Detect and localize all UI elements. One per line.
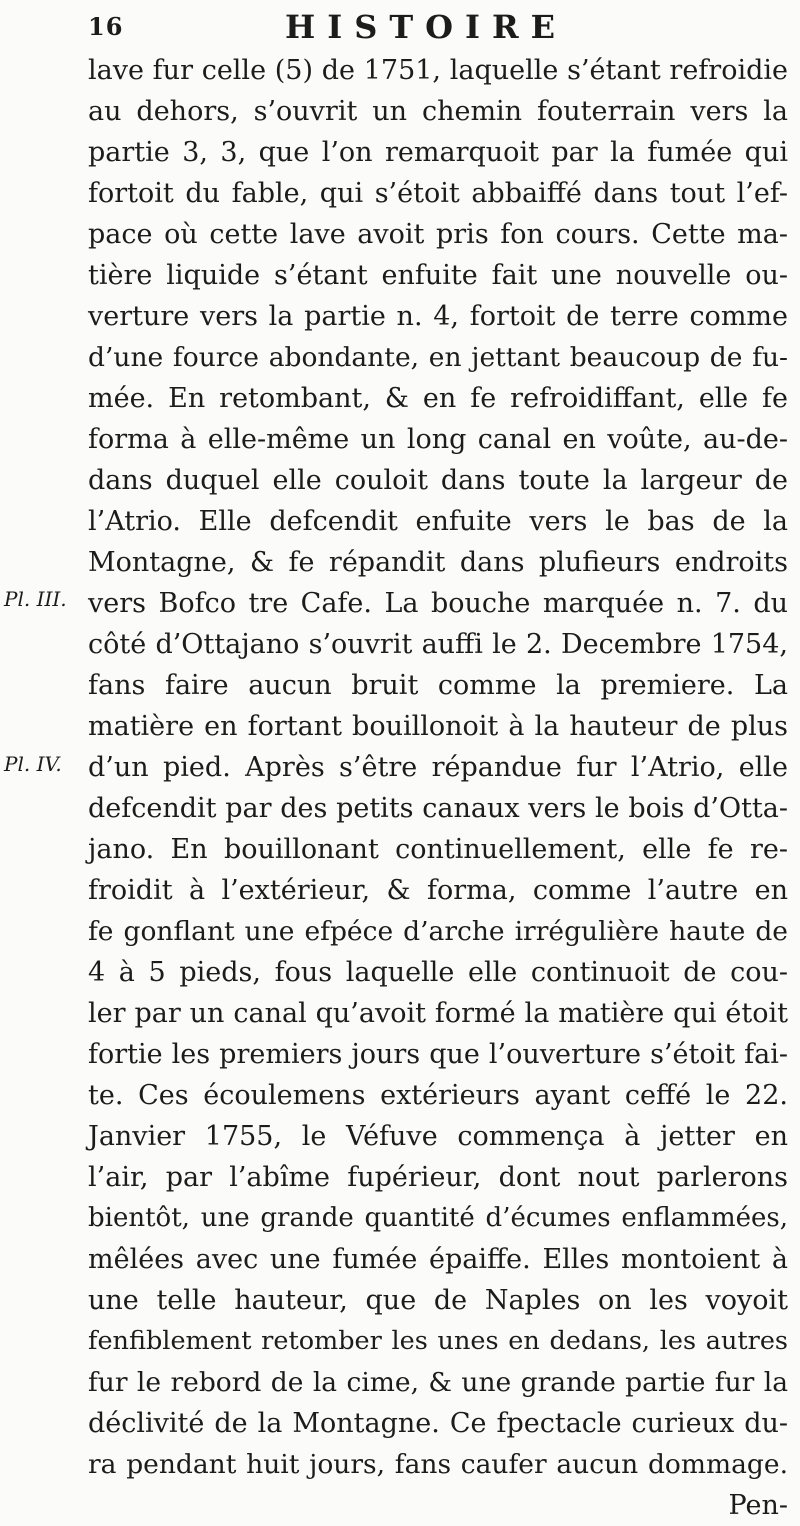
text-line: Montagne, & fe répandit dans plufieurs endroits bbox=[88, 547, 788, 578]
text-line: defcendit par des petits canaux vers le bois d’Otta- bbox=[88, 793, 788, 824]
page-number: 16 bbox=[88, 12, 124, 41]
text-line: 4 à 5 pieds, fous laquelle elle continuoit de cou- bbox=[88, 957, 788, 988]
text-line: au dehors, s’ouvrit un chemin fouterrain vers la bbox=[88, 96, 788, 127]
text-line: partie 3, 3, que l’on remarquoit par la fumée qui bbox=[88, 137, 788, 168]
text-line: fe gonflant une efpéce d’arche irrégulière haute de bbox=[88, 916, 788, 947]
text-line: fenfiblement retomber les unes en dedans, les autres bbox=[88, 1326, 788, 1356]
text-line: d’un pied. Après s’être répandue fur l’Atrio, elle bbox=[88, 752, 788, 783]
text-line: Janvier 1755, le Véfuve commença à jetter en bbox=[88, 1121, 788, 1152]
text-line: côté d’Ottajano s’ouvrit auffi le 2. Decembre 1754, bbox=[88, 629, 788, 660]
body-text bbox=[88, 50, 788, 1526]
text-line: froidit à l’extérieur, & forma, comme l’autre en bbox=[88, 875, 788, 906]
text-line: l’Atrio. Elle defcendit enfuite vers le bas de la bbox=[88, 506, 788, 537]
text-line: fortie les premiers jours que l’ouverture s’étoit fai- bbox=[88, 1039, 788, 1070]
text-line: l’air, par l’abîme fupérieur, dont nout parlerons bbox=[88, 1162, 788, 1193]
catchword: Pen- bbox=[728, 1490, 788, 1521]
text-line: pace où cette lave avoit pris fon cours. Cette ma- bbox=[88, 219, 788, 250]
margin-note-plate-4: Pl. IV. bbox=[4, 752, 62, 776]
text-line: mée. En retombant, & en fe refroidiffant, elle fe bbox=[88, 383, 788, 414]
text-line: te. Ces écoulemens extérieurs ayant ceffé le 22. bbox=[88, 1080, 788, 1111]
text-line: lave fur celle (5) de 1751, laquelle s’étant refroidie bbox=[88, 55, 788, 86]
text-line: fortoit du fable, qui s’étoit abbaiffé dans tout l’ef- bbox=[88, 178, 788, 209]
text-line: verture vers la partie n. 4, fortoit de terre comme bbox=[88, 301, 788, 332]
text-line: dans duquel elle couloit dans toute la largeur de bbox=[88, 465, 788, 496]
text-line: forma à elle-même un long canal en voûte, au-de- bbox=[88, 424, 788, 455]
text-line: déclivité de la Montagne. Ce fpectacle curieux du- bbox=[88, 1408, 788, 1439]
text-line: jano. En bouillonant continuellement, elle fe re- bbox=[88, 834, 788, 865]
text-line: vers Bofco tre Cafe. La bouche marquée n. 7. du bbox=[88, 588, 788, 619]
text-line: bientôt, une grande quantité d’écumes enflammées, bbox=[88, 1203, 788, 1233]
text-line: tière liquide s’étant enfuite fait une nouvelle ou- bbox=[88, 260, 788, 291]
text-line: mêlées avec une fumée épaiffe. Elles montoient à bbox=[88, 1244, 788, 1275]
text-line: ra pendant huit jours, fans caufer aucun dommage. bbox=[88, 1449, 788, 1480]
page-header bbox=[0, 6, 800, 50]
running-head: HISTOIRE bbox=[285, 8, 567, 46]
text-line: fans faire aucun bruit comme la premiere. La bbox=[88, 670, 788, 701]
text-line: une telle hauteur, que de Naples on les voyoit bbox=[88, 1285, 788, 1316]
margin-note-plate-3: Pl. III. bbox=[4, 587, 67, 611]
text-line: matière en fortant bouillonoit à la hauteur de plus bbox=[88, 711, 788, 742]
text-line: fur le rebord de la cime, & une grande partie fur la bbox=[88, 1367, 788, 1398]
text-line: d’une fource abondante, en jettant beaucoup de fu- bbox=[88, 342, 788, 373]
text-line: ler par un canal qu’avoit formé la matière qui étoit bbox=[88, 998, 788, 1029]
